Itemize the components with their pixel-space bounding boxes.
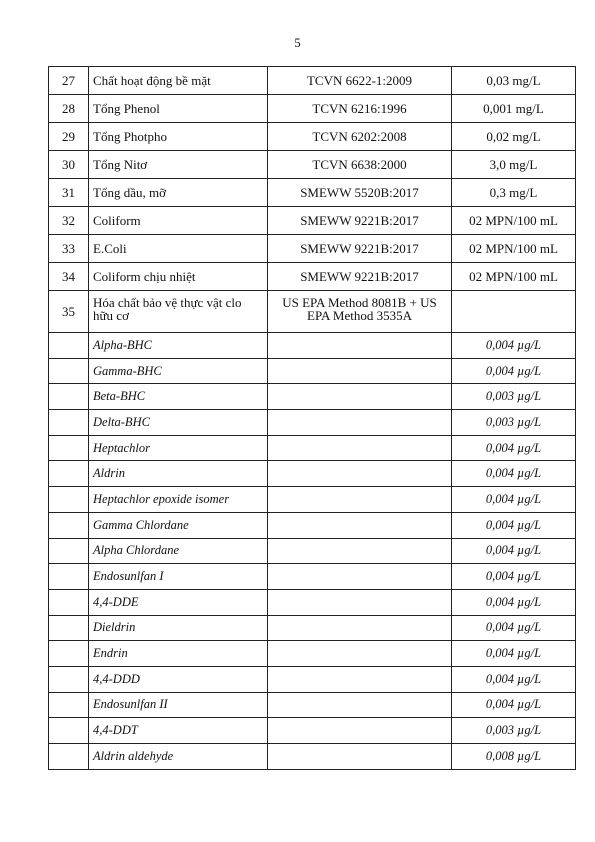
parameter-name: Tổng Phenol [89, 95, 268, 123]
table-subrow [49, 512, 576, 538]
limit-value: 02 MPN/100 mL [452, 207, 576, 235]
row-number: 29 [49, 123, 89, 151]
parameter-table [48, 66, 576, 770]
compound-name: Endrin [89, 641, 268, 667]
row-number: 27 [49, 67, 89, 95]
compound-name: Endosunlfan I [89, 564, 268, 590]
limit-value: 0,004 µg/L [452, 333, 576, 359]
empty-cell [49, 564, 89, 590]
table-subrow [49, 435, 576, 461]
limit-value: 0,004 µg/L [452, 487, 576, 513]
compound-name: 4,4-DDE [89, 589, 268, 615]
empty-cell [49, 384, 89, 410]
table-row [49, 291, 576, 333]
limit-value: 0,004 µg/L [452, 589, 576, 615]
limit-value: 0,004 µg/L [452, 538, 576, 564]
table-subrow [49, 358, 576, 384]
compound-name: 4,4-DDT [89, 718, 268, 744]
empty-cell [49, 718, 89, 744]
empty-cell [49, 435, 89, 461]
row-number: 30 [49, 151, 89, 179]
table-subrow [49, 410, 576, 436]
table-subrow [49, 461, 576, 487]
empty-cell [268, 641, 452, 667]
table-subrow [49, 564, 576, 590]
empty-cell [268, 589, 452, 615]
limit-value: 0,004 µg/L [452, 435, 576, 461]
table-row [49, 151, 576, 179]
limit-value: 3,0 mg/L [452, 151, 576, 179]
test-method: SMEWW 9221B:2017 [268, 207, 452, 235]
row-number: 34 [49, 263, 89, 291]
parameter-name: Chất hoạt động bề mặt [89, 67, 268, 95]
empty-cell [49, 641, 89, 667]
parameter-name: Coliform chịu nhiệt [89, 263, 268, 291]
limit-value: 0,004 µg/L [452, 461, 576, 487]
limit-value: 02 MPN/100 mL [452, 263, 576, 291]
empty-cell [268, 512, 452, 538]
empty-cell [49, 358, 89, 384]
empty-cell [49, 589, 89, 615]
empty-cell [268, 718, 452, 744]
parameter-name: Tổng Photpho [89, 123, 268, 151]
empty-cell [268, 384, 452, 410]
limit-value [452, 291, 576, 333]
empty-cell [49, 333, 89, 359]
empty-cell [268, 744, 452, 770]
empty-cell [268, 435, 452, 461]
table-subrow [49, 718, 576, 744]
parameter-name: Coliform [89, 207, 268, 235]
table-row [49, 207, 576, 235]
compound-name: Gamma Chlordane [89, 512, 268, 538]
limit-value: 0,02 mg/L [452, 123, 576, 151]
table-subrow [49, 666, 576, 692]
test-method: TCVN 6202:2008 [268, 123, 452, 151]
compound-name: Aldrin [89, 461, 268, 487]
test-method: TCVN 6216:1996 [268, 95, 452, 123]
compound-name: Delta-BHC [89, 410, 268, 436]
test-method: US EPA Method 8081B + US EPA Method 3535A [268, 291, 452, 333]
limit-value: 0,03 mg/L [452, 67, 576, 95]
empty-cell [268, 410, 452, 436]
parameter-name: Tổng Nitơ [89, 151, 268, 179]
table-subrow [49, 333, 576, 359]
page-number: 5 [294, 36, 301, 50]
limit-value: 0,3 mg/L [452, 179, 576, 207]
limit-value: 0,003 µg/L [452, 384, 576, 410]
empty-cell [49, 744, 89, 770]
compound-name: Endosunlfan II [89, 692, 268, 718]
limit-value: 0,003 µg/L [452, 410, 576, 436]
test-method: SMEWW 9221B:2017 [268, 263, 452, 291]
empty-cell [268, 538, 452, 564]
table-row [49, 263, 576, 291]
limit-value: 0,004 µg/L [452, 512, 576, 538]
empty-cell [49, 461, 89, 487]
empty-cell [268, 564, 452, 590]
parameter-name: E.Coli [89, 235, 268, 263]
compound-name: Heptachlor [89, 435, 268, 461]
table-row [49, 179, 576, 207]
table-subrow [49, 641, 576, 667]
table-subrow [49, 589, 576, 615]
test-method: TCVN 6622-1:2009 [268, 67, 452, 95]
compound-name: Alpha-BHC [89, 333, 268, 359]
table-row [49, 235, 576, 263]
limit-value: 0,004 µg/L [452, 615, 576, 641]
table-subrow [49, 615, 576, 641]
compound-name: Gamma-BHC [89, 358, 268, 384]
table-subrow [49, 744, 576, 770]
limit-value: 0,004 µg/L [452, 666, 576, 692]
empty-cell [49, 538, 89, 564]
compound-name: 4,4-DDD [89, 666, 268, 692]
compound-name: Alpha Chlordane [89, 538, 268, 564]
table-row [49, 67, 576, 95]
empty-cell [268, 666, 452, 692]
limit-value: 0,004 µg/L [452, 692, 576, 718]
row-number: 33 [49, 235, 89, 263]
row-number: 35 [49, 291, 89, 333]
limit-value: 0,008 µg/L [452, 744, 576, 770]
limit-value: 0,003 µg/L [452, 718, 576, 744]
empty-cell [49, 666, 89, 692]
limit-value: 0,001 mg/L [452, 95, 576, 123]
empty-cell [49, 410, 89, 436]
limit-value: 0,004 µg/L [452, 358, 576, 384]
table-subrow [49, 384, 576, 410]
limit-value: 02 MPN/100 mL [452, 235, 576, 263]
empty-cell [268, 461, 452, 487]
table-subrow [49, 487, 576, 513]
empty-cell [268, 333, 452, 359]
test-method: TCVN 6638:2000 [268, 151, 452, 179]
row-number: 31 [49, 179, 89, 207]
test-method: SMEWW 9221B:2017 [268, 235, 452, 263]
empty-cell [49, 512, 89, 538]
empty-cell [268, 692, 452, 718]
row-number: 28 [49, 95, 89, 123]
compound-name: Beta-BHC [89, 384, 268, 410]
limit-value: 0,004 µg/L [452, 641, 576, 667]
compound-name: Heptachlor epoxide isomer [89, 487, 268, 513]
compound-name: Aldrin aldehyde [89, 744, 268, 770]
limit-value: 0,004 µg/L [452, 564, 576, 590]
table-subrow [49, 692, 576, 718]
table-row [49, 123, 576, 151]
row-number: 32 [49, 207, 89, 235]
empty-cell [49, 615, 89, 641]
table-row [49, 95, 576, 123]
empty-cell [268, 615, 452, 641]
empty-cell [268, 487, 452, 513]
compound-name: Dieldrin [89, 615, 268, 641]
parameter-name: Hóa chất bảo vệ thực vật clo hữu cơ [89, 291, 268, 333]
empty-cell [268, 358, 452, 384]
table-subrow [49, 538, 576, 564]
parameter-name: Tổng dầu, mỡ [89, 179, 268, 207]
empty-cell [49, 487, 89, 513]
empty-cell [49, 692, 89, 718]
test-method: SMEWW 5520B:2017 [268, 179, 452, 207]
